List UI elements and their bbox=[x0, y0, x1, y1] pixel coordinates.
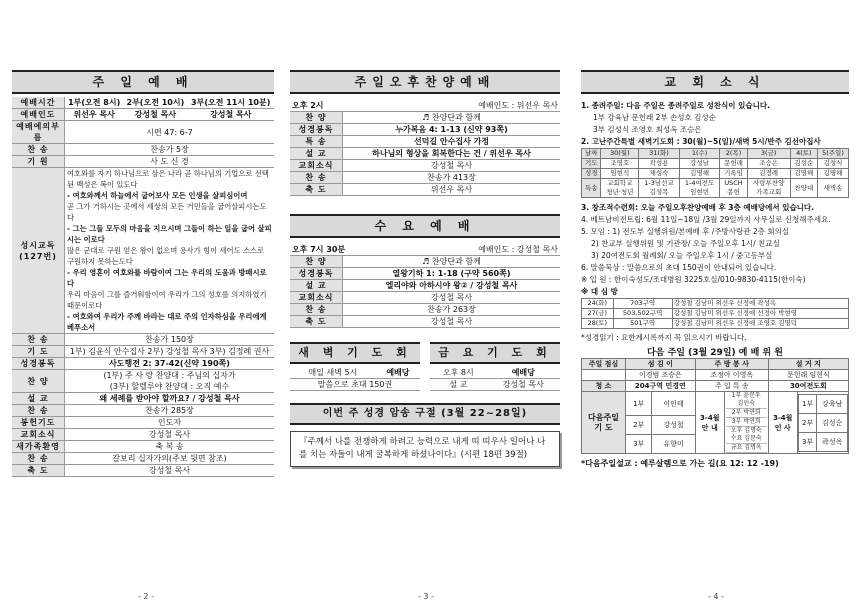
reading-line: 많은 군대로 구원 얻은 왕이 없으며 용사가 힘이 세어도 스스로 구원하지 못하는도다 bbox=[67, 246, 265, 266]
usher-entry: 2부 박연희 bbox=[726, 409, 767, 418]
news-7: ※ 입 원 : 한이숙성도/조대병원 3225호실/010-9830-4115(한이숙) bbox=[581, 275, 806, 284]
duty-cleaning: 204구역 민경연 bbox=[625, 381, 695, 392]
schedule-head: 5(주일) bbox=[817, 149, 848, 159]
schedule-head: 날짜 bbox=[582, 149, 601, 159]
news-2: 2. 고난주간특별 새벽기도회 : 30(월)~5(일)/새벽 5시/반주 김선아집사 bbox=[581, 137, 821, 146]
duty-title: 다음 주일 (3월 29일) 예 배 위 원 bbox=[647, 348, 783, 358]
order-label: 설 교 bbox=[290, 148, 343, 160]
reading-line: - 여호와께서 하늘에서 굽어보사 모든 인생을 살피심이여 bbox=[67, 191, 248, 200]
dawn-prayer-table bbox=[290, 367, 420, 391]
schedule-cell: 기록임 bbox=[720, 169, 747, 179]
schedule-cell: 문헌래 bbox=[720, 159, 747, 169]
order-row bbox=[12, 429, 274, 441]
news-1: 1. 종려주일: 다음 주일은 종려주일로 성찬식이 있습니다. bbox=[581, 101, 770, 110]
order-row bbox=[290, 124, 560, 136]
reading-line: 곧 그가 거하시는 곳에서 세상의 모든 거민들을 굽어살피시는도다 bbox=[67, 202, 267, 222]
order-value: 강성철 목사 bbox=[343, 316, 561, 328]
responsive-reading-text bbox=[65, 168, 275, 334]
schedule-head: 1(수) bbox=[679, 149, 720, 159]
order-row bbox=[12, 453, 274, 465]
bible-reading-note: *성경읽기 : 요한계시록까지 꼭 읽으시기 바랍니다. bbox=[581, 333, 747, 342]
order-label: 기 도 bbox=[12, 346, 65, 358]
order-row bbox=[290, 256, 560, 268]
order-label: 축 도 bbox=[290, 184, 343, 196]
duty-special-song: 30여전도회 bbox=[768, 381, 848, 392]
friday-time: 오후 8시 bbox=[430, 367, 487, 379]
duty-table bbox=[581, 358, 849, 454]
order-label: 설 교 bbox=[12, 393, 65, 405]
order-row bbox=[290, 316, 560, 328]
order-value: 갈보리 십자가의(주보 뒷면 참조) bbox=[65, 453, 275, 465]
order-row bbox=[290, 172, 560, 184]
news-3: 3. 창조적수련회: 오늘 주일오후찬양예배 후 3층 예배당에서 있습니다. bbox=[581, 203, 815, 212]
greet-3-svc: 3부 bbox=[798, 432, 817, 451]
schedule-cell: 성경 bbox=[582, 169, 601, 179]
usher-entry: 1부 윤문우 김인숙 bbox=[726, 392, 767, 409]
duty-r1-dishes: 문헌래 임현식 bbox=[768, 370, 848, 381]
news-1-detail-b: 3부 김성식 조영호 최성옥 조승은 bbox=[593, 125, 702, 134]
responsive-reading bbox=[12, 168, 274, 334]
schedule-cell: 김성순 bbox=[790, 159, 817, 169]
greet-1-name: 강육남 bbox=[817, 394, 848, 413]
order-row bbox=[12, 156, 274, 168]
usher-entry: 금요 김명옥 bbox=[726, 444, 767, 453]
news-5: 5. 모임 : 1) 전도부 실행위원/본예배 후 /주방사랑관 2층 회의실 bbox=[581, 227, 790, 236]
order-row bbox=[290, 112, 560, 124]
order-label: 찬 송 bbox=[12, 453, 65, 465]
afternoon-service-title: 주일오후찬양예배 bbox=[290, 70, 560, 94]
greet-3-name: 곽성옥 bbox=[817, 432, 848, 451]
schedule-cell: 특송 bbox=[582, 179, 601, 198]
next-sermon: *다음주일설교 : 예루살렘으로 가는 길(요 12: 12 -19) bbox=[581, 459, 779, 468]
duty-r1-serve: 이경범 조승은 bbox=[625, 370, 695, 381]
service-1-time: 1부(오전 8시) bbox=[65, 97, 124, 109]
news-6: 6. 말씀묵상 : 말씀으로의 초대 150권이 안내되어 있습니다. bbox=[581, 263, 777, 272]
usher-entry: 오후 김명숙 수요 김문숙 bbox=[726, 427, 767, 444]
order-of-worship-bottom bbox=[12, 334, 274, 477]
greet-1-svc: 1부 bbox=[798, 394, 817, 413]
order-value: 인도자 bbox=[65, 417, 275, 429]
order-label: 기 원 bbox=[12, 156, 65, 168]
duty-cleaning-label: 청 소 bbox=[582, 381, 626, 392]
order-row bbox=[290, 148, 560, 160]
dawn-time: 매일 새벽 5시 bbox=[290, 367, 376, 379]
friday-preacher: 강성철 목사 bbox=[487, 379, 560, 391]
order-value: 하나님의 형상을 회복한다는 건 / 위선우 목사 bbox=[343, 148, 561, 160]
church-news bbox=[581, 100, 849, 343]
duty-special-song-label: 주 일 특 송 bbox=[695, 381, 768, 392]
order-label: 찬 송 bbox=[290, 304, 343, 316]
duty-greeters bbox=[797, 392, 848, 454]
order-row bbox=[12, 465, 274, 477]
schedule-cell: 사랑부찬양 가족교회 bbox=[747, 179, 790, 198]
schedule-cell: 김정례 bbox=[747, 169, 790, 179]
greet-2-name: 김성순 bbox=[817, 413, 848, 432]
order-row bbox=[12, 346, 274, 358]
order-value: 선덕길 안수집사 가정 bbox=[343, 136, 561, 148]
order-value: 강성철 목사 bbox=[65, 465, 275, 477]
order-label: 특 송 bbox=[290, 136, 343, 148]
order-label: 찬 양 bbox=[290, 112, 343, 124]
visit-cell: 501구역 bbox=[613, 319, 672, 329]
greet-2-svc: 2부 bbox=[798, 413, 817, 432]
duty-prayer-3-name: 유향미 bbox=[652, 435, 695, 454]
order-row bbox=[12, 121, 274, 144]
order-label: 예배에의부름 bbox=[12, 121, 65, 144]
page-number-2: - 2 - bbox=[138, 592, 154, 601]
visit-cell: 강성철 김남미 위선우 신정애 선정아 박현영 bbox=[672, 309, 848, 319]
memory-verse: 『주께서 나를 전쟁하게 하려고 능력으로 내게 띠 띠우사 일어나 나를 치는 자들이 내게 굴복하게 하셨나이다』(시편 18편 39절) bbox=[290, 431, 560, 467]
visit-cell: 강성철 김남미 위선우 신정애 조영호 김명덕 bbox=[672, 319, 848, 329]
schedule-cell: 조승은 bbox=[747, 159, 790, 169]
order-value: 강성철 목사 bbox=[343, 160, 561, 172]
afternoon-service-table bbox=[290, 100, 560, 112]
order-label: 봉헌기도 bbox=[12, 417, 65, 429]
schedule-cell: 찬양대 bbox=[790, 179, 817, 198]
order-value: (1부) 주 사 랑 찬양대 : 주님의 십자가 (3부) 할렐루야 찬양대 : 오직 예수 bbox=[65, 370, 275, 393]
schedule-cell: 김명해 bbox=[790, 169, 817, 179]
dawn-prayer bbox=[290, 342, 420, 391]
news-1-detail-a: 1부 강육남 문헌래 2부 손성호 김성순 bbox=[593, 113, 716, 122]
order-value: 위선우 목사 bbox=[343, 184, 561, 196]
news-5-b: 2) 찬교부 실행위원 및 기관장/ 오늘 주일오후 1시/ 친교실 bbox=[591, 239, 780, 248]
order-value: 찬송가 285장 bbox=[65, 405, 275, 417]
time-label: 예배시간 bbox=[12, 97, 65, 109]
duty-prayer-3-svc: 3부 bbox=[625, 435, 651, 454]
order-value: 열왕기하 1: 1-18 (구약 560쪽) bbox=[343, 268, 561, 280]
order-row bbox=[290, 160, 560, 172]
duty-head-serve: 섬 김 이 bbox=[625, 359, 695, 370]
order-value: 시편 47: 6-7 bbox=[65, 121, 275, 144]
service-3-time: 3부(오전 11시 10분) bbox=[187, 97, 274, 109]
duty-greet-label: 3-4월 인 사 bbox=[768, 392, 797, 454]
schedule-head: 2(목) bbox=[720, 149, 747, 159]
afternoon-time: 오후 2시 bbox=[290, 100, 370, 112]
order-value: ♬ 찬양단과 함께 bbox=[343, 112, 561, 124]
duty-prayer-1-name: 이인태 bbox=[652, 392, 695, 416]
order-label: 찬 송 bbox=[12, 144, 65, 156]
friday-prayer-title: 금 요 기 도 회 bbox=[430, 342, 560, 364]
order-row bbox=[290, 292, 560, 304]
schedule-cell: 김성식 bbox=[817, 159, 848, 169]
wednesday-service-table bbox=[290, 244, 560, 256]
schedule-cell: 곽성용 bbox=[639, 159, 680, 169]
responsive-reading-label: 성시교독 (127번) bbox=[12, 168, 65, 334]
visit-title: ※ 대 심 방 bbox=[581, 287, 618, 296]
visit-schedule bbox=[581, 298, 849, 329]
friday-place: 예배당 bbox=[487, 367, 560, 379]
duty-usher-list bbox=[724, 392, 768, 454]
order-value: 1부) 김윤식 안수집사 2부) 강성철 목사 3부) 김정례 권사 bbox=[65, 346, 275, 358]
duty-head-lunch: 주일 점심 bbox=[582, 359, 626, 370]
visit-cell: 503,502구역 bbox=[613, 309, 672, 319]
order-row bbox=[12, 417, 274, 429]
order-row bbox=[12, 405, 274, 417]
order-value: 찬송가 5장 bbox=[65, 144, 275, 156]
reading-line: - 여호와여 우리가 주께 바라는 대로 주의 인자하심을 우리에게 베푸소서 bbox=[67, 312, 267, 332]
order-label: 교회소식 bbox=[12, 429, 65, 441]
service-1-leader: 위선우 목사 bbox=[65, 109, 124, 121]
dawn-place: 예배당 bbox=[376, 367, 420, 379]
schedule-cell: USCH 봉헌 bbox=[720, 179, 747, 198]
schedule-cell: 채성숙 bbox=[639, 169, 680, 179]
dawn-prayer-title: 새 벽 기 도 회 bbox=[290, 342, 420, 364]
duty-usher-label: 3-4월 안 내 bbox=[695, 392, 724, 454]
order-label: 새가족환영 bbox=[12, 441, 65, 453]
duty-prayer-label: 다음주일 기 도 bbox=[582, 392, 626, 454]
order-value: 사도행전 2: 37-42(신약 190쪽) bbox=[65, 358, 275, 370]
schedule-cell: 강성남 bbox=[679, 159, 720, 169]
schedule-cell: 기도 bbox=[582, 159, 601, 169]
order-row bbox=[12, 393, 274, 405]
news-5-c: 3) 20여전도회 월례회/ 오늘 주일오후 1시 / 중고등부실 bbox=[591, 251, 773, 260]
duty-prayer-2-svc: 2부 bbox=[625, 416, 651, 435]
schedule-head: 3(금) bbox=[747, 149, 790, 159]
order-label: 성경봉독 bbox=[290, 124, 343, 136]
news-4: 4. 베트남비전트립: 6월 11일~18일 /3월 29일까지 사무실로 신청해주세요. bbox=[581, 215, 831, 224]
order-label: 찬 송 bbox=[12, 334, 65, 346]
schedule-head: 31(화) bbox=[639, 149, 680, 159]
dawn-note: 말씀으로 초대 150권 bbox=[290, 379, 420, 391]
order-label: 성경봉독 bbox=[12, 358, 65, 370]
afternoon-leader: 예배인도 : 위선우 목사 bbox=[370, 100, 560, 112]
page-2 bbox=[12, 70, 274, 477]
order-value: 축 복 송 bbox=[65, 441, 275, 453]
friday-prayer bbox=[430, 342, 560, 391]
prayer-meetings bbox=[290, 342, 560, 391]
order-label: 찬 송 bbox=[290, 172, 343, 184]
order-value: 사 도 신 경 bbox=[65, 156, 275, 168]
order-row bbox=[12, 370, 274, 393]
reading-line: 우리 마음이 그를 즐거워함이여 우리가 그의 성호를 의지하였기 때문이로다 bbox=[67, 290, 267, 310]
duty-r1-label bbox=[582, 370, 626, 381]
friday-prayer-table bbox=[430, 367, 560, 391]
order-value: 강성철 목사 bbox=[65, 429, 275, 441]
memory-verse-title: 이번 주 성경 암송 구절 (3월 22~28일) bbox=[290, 403, 560, 425]
order-value: 강성철 목사 bbox=[343, 292, 561, 304]
service-2-time: 2부(오전 10시) bbox=[123, 97, 187, 109]
page-number-3: - 3 - bbox=[418, 592, 434, 601]
order-label: 교회소식 bbox=[290, 292, 343, 304]
reading-line: 여호와를 자기 하나님으로 삼은 나라 곧 하나님의 기업으로 선택된 백성은 복이 있도다 bbox=[67, 169, 269, 189]
schedule-cell: 새벽송 bbox=[817, 179, 848, 198]
duty-prayer-1-svc: 1부 bbox=[625, 392, 651, 416]
schedule-cell: 조영호 bbox=[601, 159, 639, 169]
page-4 bbox=[581, 70, 849, 469]
order-row bbox=[290, 136, 560, 148]
order-value: 찬송가 150장 bbox=[65, 334, 275, 346]
order-row bbox=[290, 304, 560, 316]
order-value: 엘리야와 아하시야 왕② / 강성철 목사 bbox=[343, 280, 561, 292]
schedule-cell: 김명해 bbox=[817, 169, 848, 179]
order-row bbox=[290, 280, 560, 292]
reading-line: - 우리 영혼이 여호와를 바람이여 그는 우리의 도움과 방패시로다 bbox=[67, 268, 267, 288]
order-row bbox=[12, 144, 274, 156]
visit-cell: 27(금) bbox=[582, 309, 614, 319]
service-3-leader: 강성철 목사 bbox=[187, 109, 274, 121]
wednesday-time: 오후 7시 30분 bbox=[290, 244, 399, 256]
order-of-worship-top bbox=[12, 121, 274, 168]
duty-head-kitchen: 주 방 봉 사 bbox=[695, 359, 768, 370]
order-row bbox=[290, 184, 560, 196]
order-label: 찬 양 bbox=[12, 370, 65, 393]
order-value: ♬ 찬양단과 함께 bbox=[343, 256, 561, 268]
page-3 bbox=[290, 70, 560, 467]
order-row bbox=[12, 358, 274, 370]
dawn-prayer-schedule bbox=[581, 148, 849, 198]
order-label: 찬 송 bbox=[12, 405, 65, 417]
reading-line: - 그는 그들 모두의 마음을 지으시며 그들이 하는 일을 굽어 살피시는 이로다 bbox=[67, 224, 272, 244]
afternoon-order bbox=[290, 112, 560, 196]
schedule-head: 30(월) bbox=[601, 149, 639, 159]
duty-prayer-2-name: 강성철 bbox=[652, 416, 695, 435]
schedule-head: 4(토) bbox=[790, 149, 817, 159]
order-row bbox=[290, 268, 560, 280]
wednesday-order bbox=[290, 256, 560, 328]
leader-label: 예배인도 bbox=[12, 109, 65, 121]
duty-r1-kitchen: 조정아 이영옥 bbox=[695, 370, 768, 381]
wednesday-service-title: 수 요 예 배 bbox=[290, 214, 560, 238]
order-label: 설 교 bbox=[290, 280, 343, 292]
order-row bbox=[12, 334, 274, 346]
order-value: 찬송가 263장 bbox=[343, 304, 561, 316]
schedule-cell: 1-4여전도 임현빈 bbox=[679, 179, 720, 198]
order-row bbox=[12, 441, 274, 453]
order-label: 축 도 bbox=[290, 316, 343, 328]
order-label: 교회소식 bbox=[290, 160, 343, 172]
visit-cell: 24(화) bbox=[582, 299, 614, 309]
order-label: 찬 양 bbox=[290, 256, 343, 268]
schedule-cell: 임현석 bbox=[601, 169, 639, 179]
schedule-cell: 김명해 bbox=[679, 169, 720, 179]
order-label: 축 도 bbox=[12, 465, 65, 477]
visit-cell: 703구역 bbox=[613, 299, 672, 309]
church-news-title: 교 회 소 식 bbox=[581, 70, 849, 94]
order-value: 찬송가 413장 bbox=[343, 172, 561, 184]
visit-cell: 28(토) bbox=[582, 319, 614, 329]
visit-cell: 강성철 김남미 위선우 신정애 곽성옥 bbox=[672, 299, 848, 309]
page-2-title: 주 일 예 배 bbox=[12, 70, 274, 94]
friday-sermon-label: 설 교 bbox=[430, 379, 487, 391]
usher-entry: 3부 박연희 bbox=[726, 418, 767, 427]
service-times-table bbox=[12, 97, 274, 121]
order-value: 누가복음 4: 1-13 (신약 93쪽) bbox=[343, 124, 561, 136]
schedule-cell: 1-3남선교 김성목 bbox=[639, 179, 680, 198]
order-label: 성경봉독 bbox=[290, 268, 343, 280]
page-number-4: - 4 - bbox=[708, 592, 724, 601]
schedule-cell: 교회학교 청년·청년 bbox=[601, 179, 639, 198]
duty-head-dishes: 설 거 지 bbox=[768, 359, 848, 370]
wednesday-leader: 예배인도 : 강성철 목사 bbox=[399, 244, 560, 256]
order-value: 왜 세례를 받아야 할까요? / 강성철 목사 bbox=[65, 393, 275, 405]
service-2-leader: 강성철 목사 bbox=[123, 109, 187, 121]
